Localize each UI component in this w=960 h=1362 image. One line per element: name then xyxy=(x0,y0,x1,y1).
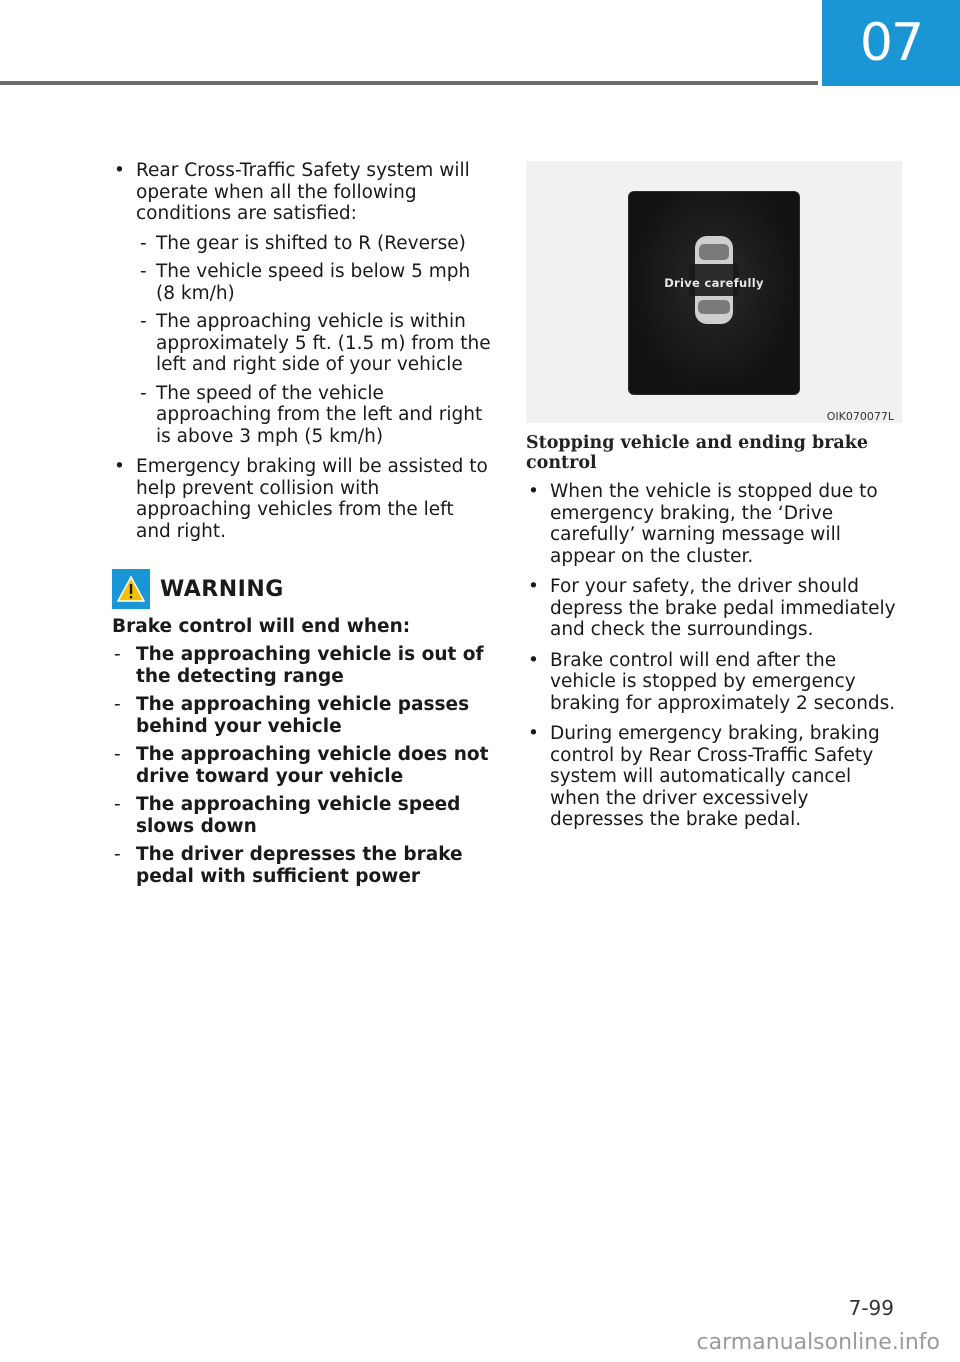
warning-list xyxy=(112,644,492,888)
watermark-text: carmanualsonline.info xyxy=(696,1330,940,1355)
left-column xyxy=(112,160,492,894)
list-item: - The gear is shifted to R (Reverse) xyxy=(136,233,492,255)
warning-triangle-icon xyxy=(112,569,150,609)
cluster-figure xyxy=(526,161,902,423)
warning-title: WARNING xyxy=(160,576,284,602)
drive-carefully-message: Drive carefully xyxy=(664,276,764,290)
list-item: • When the vehicle is stopped due to emergency braking, the ‘Drive carefully’ warning message will appear on the cluster. xyxy=(526,481,904,567)
list-item xyxy=(112,456,492,542)
list-item: - The speed of the vehicle approaching from the left and right is above 3 mph (5 km/h) xyxy=(136,383,492,448)
chapter-tab xyxy=(822,0,960,86)
stopping-list xyxy=(526,481,904,831)
page-number: 7-99 xyxy=(848,1296,894,1320)
list-item: - The approaching vehicle is out of the detecting range xyxy=(112,644,492,688)
header-rule xyxy=(0,81,818,85)
right-column xyxy=(526,161,904,840)
warning-lead: Brake control will end when: xyxy=(112,616,411,637)
list-item: - The vehicle speed is below 5 mph (8 km/h) xyxy=(136,261,492,304)
figure-code: OIK070077L xyxy=(826,410,894,423)
conditions-list xyxy=(112,160,492,542)
bullet-text: Emergency braking will be assisted to help prevent collision with approaching vehicles from the left and right. xyxy=(136,456,488,542)
condition-sublist xyxy=(136,233,492,448)
list-item: • Brake control will end after the vehicle is stopped by emergency braking for approximately 2 seconds. xyxy=(526,650,904,715)
list-item xyxy=(112,160,492,447)
warning-header xyxy=(112,568,492,610)
list-item: - The driver depresses the brake pedal with sufficient power xyxy=(112,844,492,888)
section-heading: Stopping vehicle and ending brake control xyxy=(526,433,869,473)
chapter-number: 07 xyxy=(859,13,923,73)
list-item: • During emergency braking, braking control by Rear Cross-Traffic Safety system will automatically cancel when the driver excessively depresses the brake pedal. xyxy=(526,723,904,831)
list-item: • For your safety, the driver should depress the brake pedal immediately and check the surroundings. xyxy=(526,576,904,641)
bullet-text: Rear Cross-Traffic Safety system will operate when all the following conditions are satisfied: xyxy=(136,160,470,224)
list-item: - The approaching vehicle is within approximately 5 ft. (1.5 m) from the left and right side of your vehicle xyxy=(136,311,492,376)
list-item: - The approaching vehicle speed slows down xyxy=(112,794,492,838)
list-item: - The approaching vehicle passes behind your vehicle xyxy=(112,694,492,738)
cluster-screen xyxy=(628,191,800,395)
list-item: - The approaching vehicle does not drive toward your vehicle xyxy=(112,744,492,788)
warning-box xyxy=(112,568,492,888)
